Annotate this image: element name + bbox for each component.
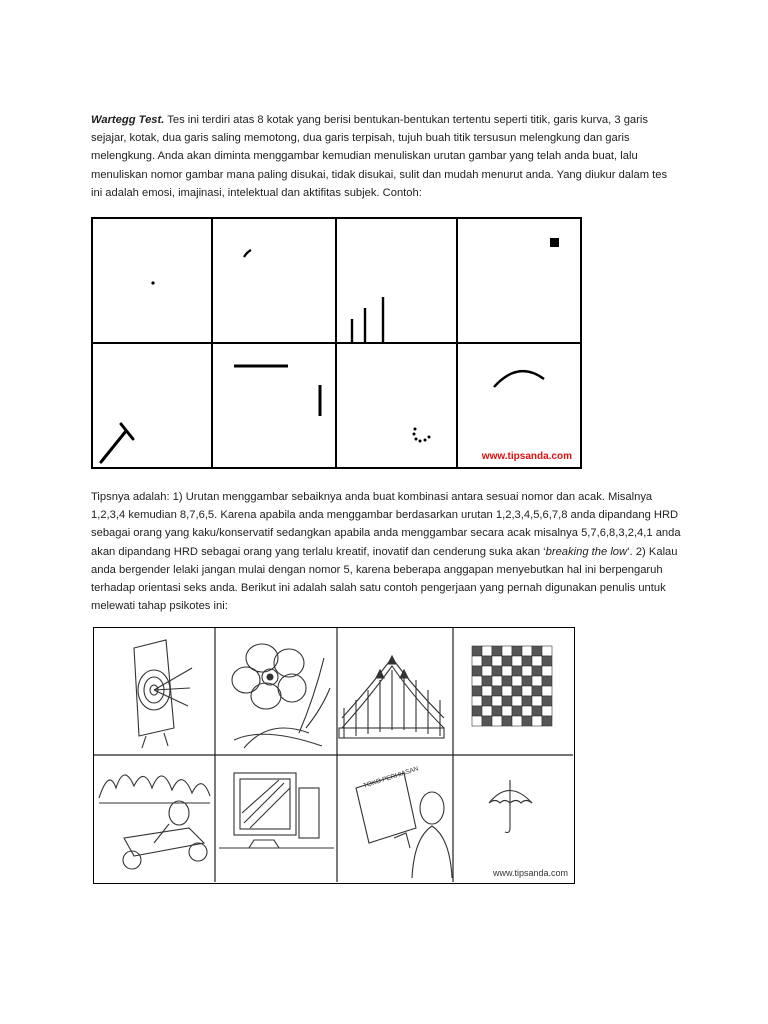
checker-square	[542, 696, 552, 706]
checker-square	[472, 656, 482, 666]
box2-curve	[244, 250, 251, 257]
checker-square	[482, 656, 492, 666]
go-kart-drawing	[99, 775, 210, 869]
tips-paragraph	[91, 488, 681, 615]
checker-square	[472, 686, 482, 696]
checker-square	[492, 666, 502, 676]
checker-square	[492, 646, 502, 656]
checker-square	[512, 656, 522, 666]
checker-square	[492, 716, 502, 726]
checker-square	[492, 676, 502, 686]
checker-square	[532, 696, 542, 706]
checker-square	[532, 716, 542, 726]
checker-square	[472, 716, 482, 726]
checker-square	[482, 686, 492, 696]
checker-square	[472, 706, 482, 716]
checker-square	[472, 646, 482, 656]
checker-square	[482, 696, 492, 706]
checker-square	[542, 686, 552, 696]
gate-drawing	[339, 656, 444, 738]
checker-square	[512, 696, 522, 706]
checker-square	[502, 686, 512, 696]
computer-drawing	[219, 773, 334, 848]
checker-square	[542, 666, 552, 676]
box4-square	[550, 238, 559, 247]
box1-dot	[151, 281, 154, 284]
checker-square	[522, 676, 532, 686]
checker-square	[542, 716, 552, 726]
checker-square	[502, 706, 512, 716]
checker-square	[512, 716, 522, 726]
intro-paragraph	[91, 111, 681, 202]
tips-emphasis: breaking the low	[545, 545, 628, 558]
checker-square	[522, 666, 532, 676]
checker-square	[472, 676, 482, 686]
checker-square	[492, 696, 502, 706]
checker-square	[522, 646, 532, 656]
wartegg-drawings-figure	[94, 628, 573, 882]
watermark: www.tipsanda.com	[481, 451, 572, 462]
checkerboard-drawing	[472, 646, 552, 726]
checker-square	[482, 676, 492, 686]
checker-square	[512, 706, 522, 716]
checker-square	[502, 646, 512, 656]
flower-drawing	[232, 644, 330, 748]
checker-square	[532, 686, 542, 696]
box3-lines	[352, 297, 383, 342]
checker-square	[502, 676, 512, 686]
checker-square	[472, 696, 482, 706]
wartegg-drawing-grid	[93, 627, 575, 884]
checker-square	[502, 696, 512, 706]
checker-square	[472, 666, 482, 676]
wartegg-example-figure	[93, 219, 580, 467]
intro-title: Wartegg Test.	[91, 114, 165, 126]
checker-square	[532, 646, 542, 656]
checker-square	[522, 696, 532, 706]
wartegg-example-grid	[91, 217, 582, 469]
tips-text-1: Tipsnya adalah: 1) Urutan menggambar sebaiknya anda buat kombinasi antara sesuai nomor dan acak. Misalnya 1,2,3,4 kemudian 8,7,6,5. Karena apabila anda menggambar berdasarkan urutan 1,2,3,4,5,6,7,8 anda dipandang HRD sebagai orang yang kaku/konservatif sedangkan apabila anda menggambar secara acak misalnya 5,7,6,8,3,2,4,1 anda akan dipandang HRD sebagai orang yang terlalu kreatif, inovatif dan cenderung suka akan ‘	[91, 491, 681, 558]
box7-dots	[413, 428, 431, 443]
watermark: www.tipsanda.com	[492, 868, 568, 878]
checker-square	[502, 716, 512, 726]
checker-square	[532, 666, 542, 676]
target-drawing	[134, 640, 192, 748]
checker-square	[492, 706, 502, 716]
checker-square	[492, 656, 502, 666]
checker-square	[522, 656, 532, 666]
checker-square	[512, 686, 522, 696]
checker-square	[492, 686, 502, 696]
checker-square	[482, 706, 492, 716]
tips-text-2: ’. 2) Kalau anda bergender lelaki jangan mulai dengan nomor 5, karena beberapa anggapan menyebutkan hal ini berpengaruh terhadap orientasi seks anda. Berikut ini adalah salah satu contoh pengerjaan yang pernah digunakan penulis untuk melewati tahap psikotes ini:	[91, 545, 678, 613]
checker-square	[532, 656, 542, 666]
checker-square	[532, 706, 542, 716]
box6-lines	[234, 366, 320, 416]
checker-square	[482, 646, 492, 656]
shop-sign-text: TOKO PERHIASAN	[362, 765, 420, 790]
intro-text: Tes ini terdiri atas 8 kotak yang berisi bentukan-bentukan tertentu seperti titik, garis kurva, 3 garis sejajar, kotak, dua garis saling memotong, dua garis terpisah, tujuh buah titik tersusun melengkung dan garis melengkung. Anda akan diminta menggambar kemudian menuliskan urutan gambar yang telah anda buat, lalu menuliskan nomor gambar mana paling disukai, tidak disukai, sulit dan mudah menurut anda. Yang diukur dalam tes ini adalah emosi, imajinasi, intelektual dan aktifitas subjek. Contoh:	[91, 114, 668, 199]
checker-square	[512, 676, 522, 686]
checker-square	[482, 666, 492, 676]
box8-arc	[494, 371, 544, 387]
checker-square	[522, 686, 532, 696]
checker-square	[522, 706, 532, 716]
checker-square	[542, 706, 552, 716]
checker-square	[482, 716, 492, 726]
umbrella-drawing	[489, 780, 532, 833]
checker-square	[512, 646, 522, 656]
checker-square	[502, 656, 512, 666]
checker-square	[542, 646, 552, 656]
shop-sign-drawing	[356, 773, 452, 878]
checker-square	[542, 676, 552, 686]
checker-square	[512, 666, 522, 676]
box5-lines	[101, 424, 133, 462]
checker-square	[502, 666, 512, 676]
checker-square	[542, 656, 552, 666]
checker-square	[522, 716, 532, 726]
checker-square	[532, 676, 542, 686]
